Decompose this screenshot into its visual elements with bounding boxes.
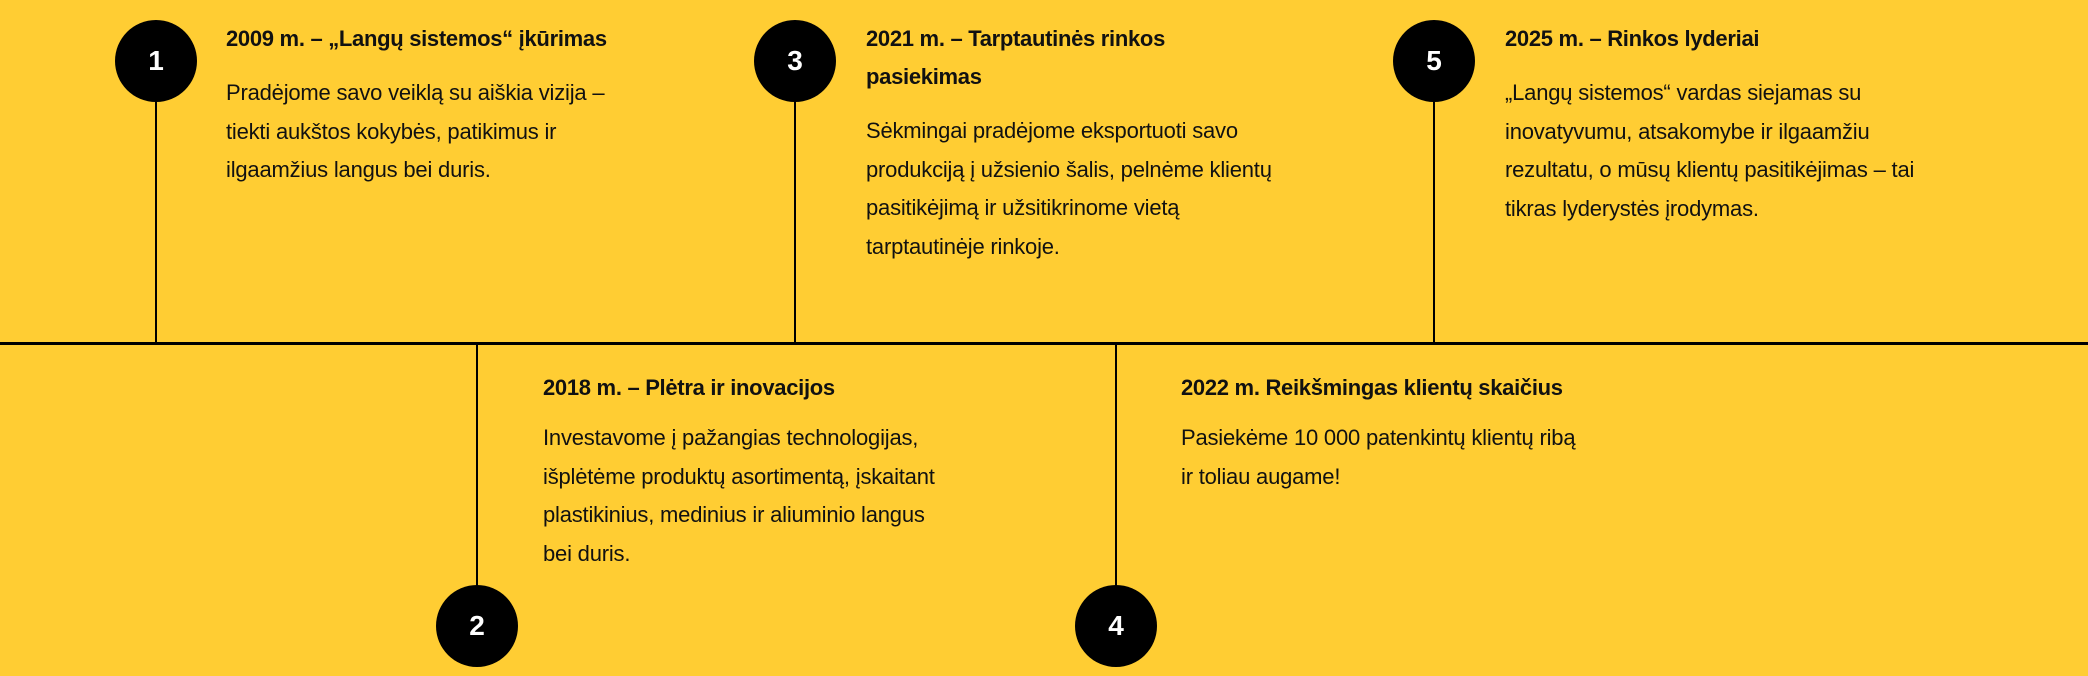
text-line: tiekti aukštos kokybės, patikimus ir <box>226 118 557 144</box>
text-line: rezultatu, o mūsų klientų pasitikėjimas – tai <box>1505 157 1915 182</box>
milestone-title <box>866 20 1272 96</box>
text-line: Pradėjome savo veiklą su aiškia vizija – <box>226 80 605 105</box>
text-line: Pasiekėme 10 000 patenkintų klientų ribą <box>1181 425 1576 450</box>
text-line: Investavome į pažangias technologijas, <box>543 425 919 450</box>
text-line: produkciją į užsienio šalis, pelnėme klientų <box>866 156 1272 182</box>
milestone-marker-3: 3 <box>754 20 836 102</box>
milestone-title <box>1181 369 1575 407</box>
milestone-3 <box>866 20 1272 266</box>
text-line: Sėkmingai pradėjome eksportuoti savo <box>866 118 1238 143</box>
connector-line <box>155 100 157 343</box>
connector-line <box>476 343 478 586</box>
text-line: išplėtėme produktų asortimentą, įskaitant <box>543 463 935 489</box>
text-line: tikras lyderystės įrodymas. <box>1505 195 1759 221</box>
title-line: 2025 m. – Rinkos lyderiai <box>1505 26 1760 51</box>
connector-line <box>794 100 796 343</box>
title-line: 2009 m. – „Langų sistemos“ įkūrimas <box>226 26 607 51</box>
milestone-title <box>226 20 607 58</box>
milestone-description <box>226 74 607 190</box>
text-line: ir toliau augame! <box>1181 463 1341 489</box>
milestone-marker-4: 4 <box>1075 585 1157 667</box>
text-line: plastikinius, medinius ir aliuminio langus <box>543 502 925 527</box>
text-line: bei duris. <box>543 540 631 566</box>
milestone-marker-2: 2 <box>436 585 518 667</box>
milestone-2 <box>543 369 935 573</box>
milestone-1 <box>226 20 607 190</box>
milestone-title <box>1505 20 1914 58</box>
title-line: pasiekimas <box>866 64 982 89</box>
milestone-description <box>1505 74 1914 228</box>
text-line: ilgaamžius langus bei duris. <box>226 157 491 182</box>
milestone-4 <box>1181 369 1575 496</box>
text-line: tarptautinėje rinkoje. <box>866 233 1060 259</box>
text-line: „Langų sistemos“ vardas siejamas su <box>1505 80 1862 105</box>
milestone-title <box>543 369 935 407</box>
milestone-marker-5: 5 <box>1393 20 1475 102</box>
milestone-5 <box>1505 20 1914 228</box>
text-line: pasitikėjimą ir užsitikrinome vietą <box>866 195 1180 220</box>
title-line: 2022 m. Reikšmingas klientų skaičius <box>1181 375 1563 400</box>
milestone-description <box>543 419 935 573</box>
text-line: inovatyvumu, atsakomybe ir ilgaamžiu <box>1505 118 1870 144</box>
title-line: 2021 m. – Tarptautinės rinkos <box>866 26 1166 51</box>
connector-line <box>1115 343 1117 586</box>
timeline-axis <box>0 342 2088 345</box>
milestone-description <box>866 112 1272 266</box>
title-line: 2018 m. – Plėtra ir inovacijos <box>543 375 835 400</box>
connector-line <box>1433 100 1435 343</box>
milestone-description <box>1181 419 1575 496</box>
milestone-marker-1: 1 <box>115 20 197 102</box>
